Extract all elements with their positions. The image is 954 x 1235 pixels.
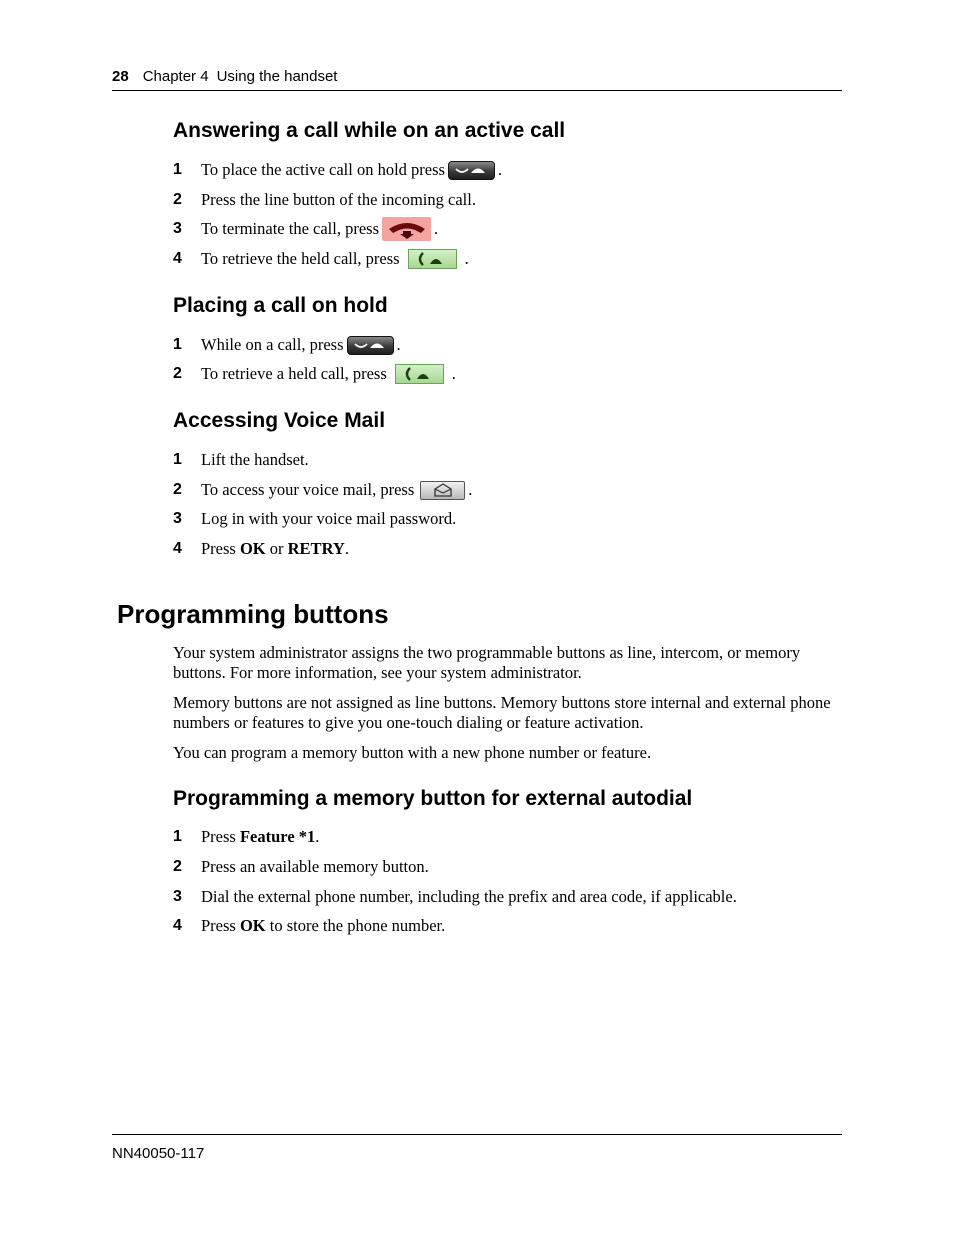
list-item: 3 Log in with your voice mail password. (173, 509, 457, 528)
list-item: 1 To place the active call on hold press . (173, 160, 503, 179)
list-item: 1 Press Feature *1 . (173, 827, 320, 846)
document-number: NN40050-117 (112, 1145, 205, 1162)
chapter-title: Using the handset (216, 68, 338, 85)
page-footer (112, 1134, 842, 1162)
list-item: 2 Press the line button of the incoming call. (173, 190, 476, 209)
list-item: 2 To retrieve a held call, press . (173, 364, 456, 383)
paragraph: You can program a memory button with a new phone number or feature. (173, 743, 652, 762)
chapter-section-title: Programming buttons (117, 599, 389, 629)
list-item: 1 Lift the handset. (173, 450, 309, 469)
voicemail-button-icon (420, 481, 465, 500)
answer-button-icon (408, 249, 457, 269)
section-title-voicemail: Accessing Voice Mail (173, 409, 386, 432)
paragraph: Your system administrator assigns the two programmable buttons as line, intercom, or memory buttons. For more information, see your system administrator. (173, 643, 801, 682)
page-header (112, 68, 842, 91)
list-item: 2 To access your voice mail, press . (173, 480, 473, 499)
answer-button-icon (395, 364, 444, 384)
list-item: 3 To terminate the call, press . (173, 217, 438, 241)
list-item: 2 Press an available memory button. (173, 857, 429, 876)
list-item: 1 While on a call, press . (173, 335, 401, 354)
list-item: 4 Press OK to store the phone number. (173, 916, 446, 935)
list-item: 3 Dial the external phone number, including the prefix and area code, if applicable. (173, 887, 737, 906)
section-title-answering: Answering a call while on an active call (173, 119, 566, 142)
chapter-label: Chapter 4 (142, 68, 209, 85)
section-title-hold: Placing a call on hold (173, 294, 388, 317)
hold-button-icon (448, 161, 495, 180)
list-item: 4 To retrieve the held call, press . (173, 249, 469, 268)
section-title-autodial: Programming a memory button for external autodial (173, 787, 693, 810)
page-number: 28 (112, 68, 129, 85)
paragraph: Memory buttons are not assigned as line buttons. Memory buttons store internal and external phone numbers or features to give you one-touch dialing or feature activation. (173, 693, 831, 732)
release-button-icon (382, 217, 431, 241)
list-item: 4 Press OK or RETRY . (173, 539, 349, 558)
hold-button-icon (347, 336, 394, 355)
